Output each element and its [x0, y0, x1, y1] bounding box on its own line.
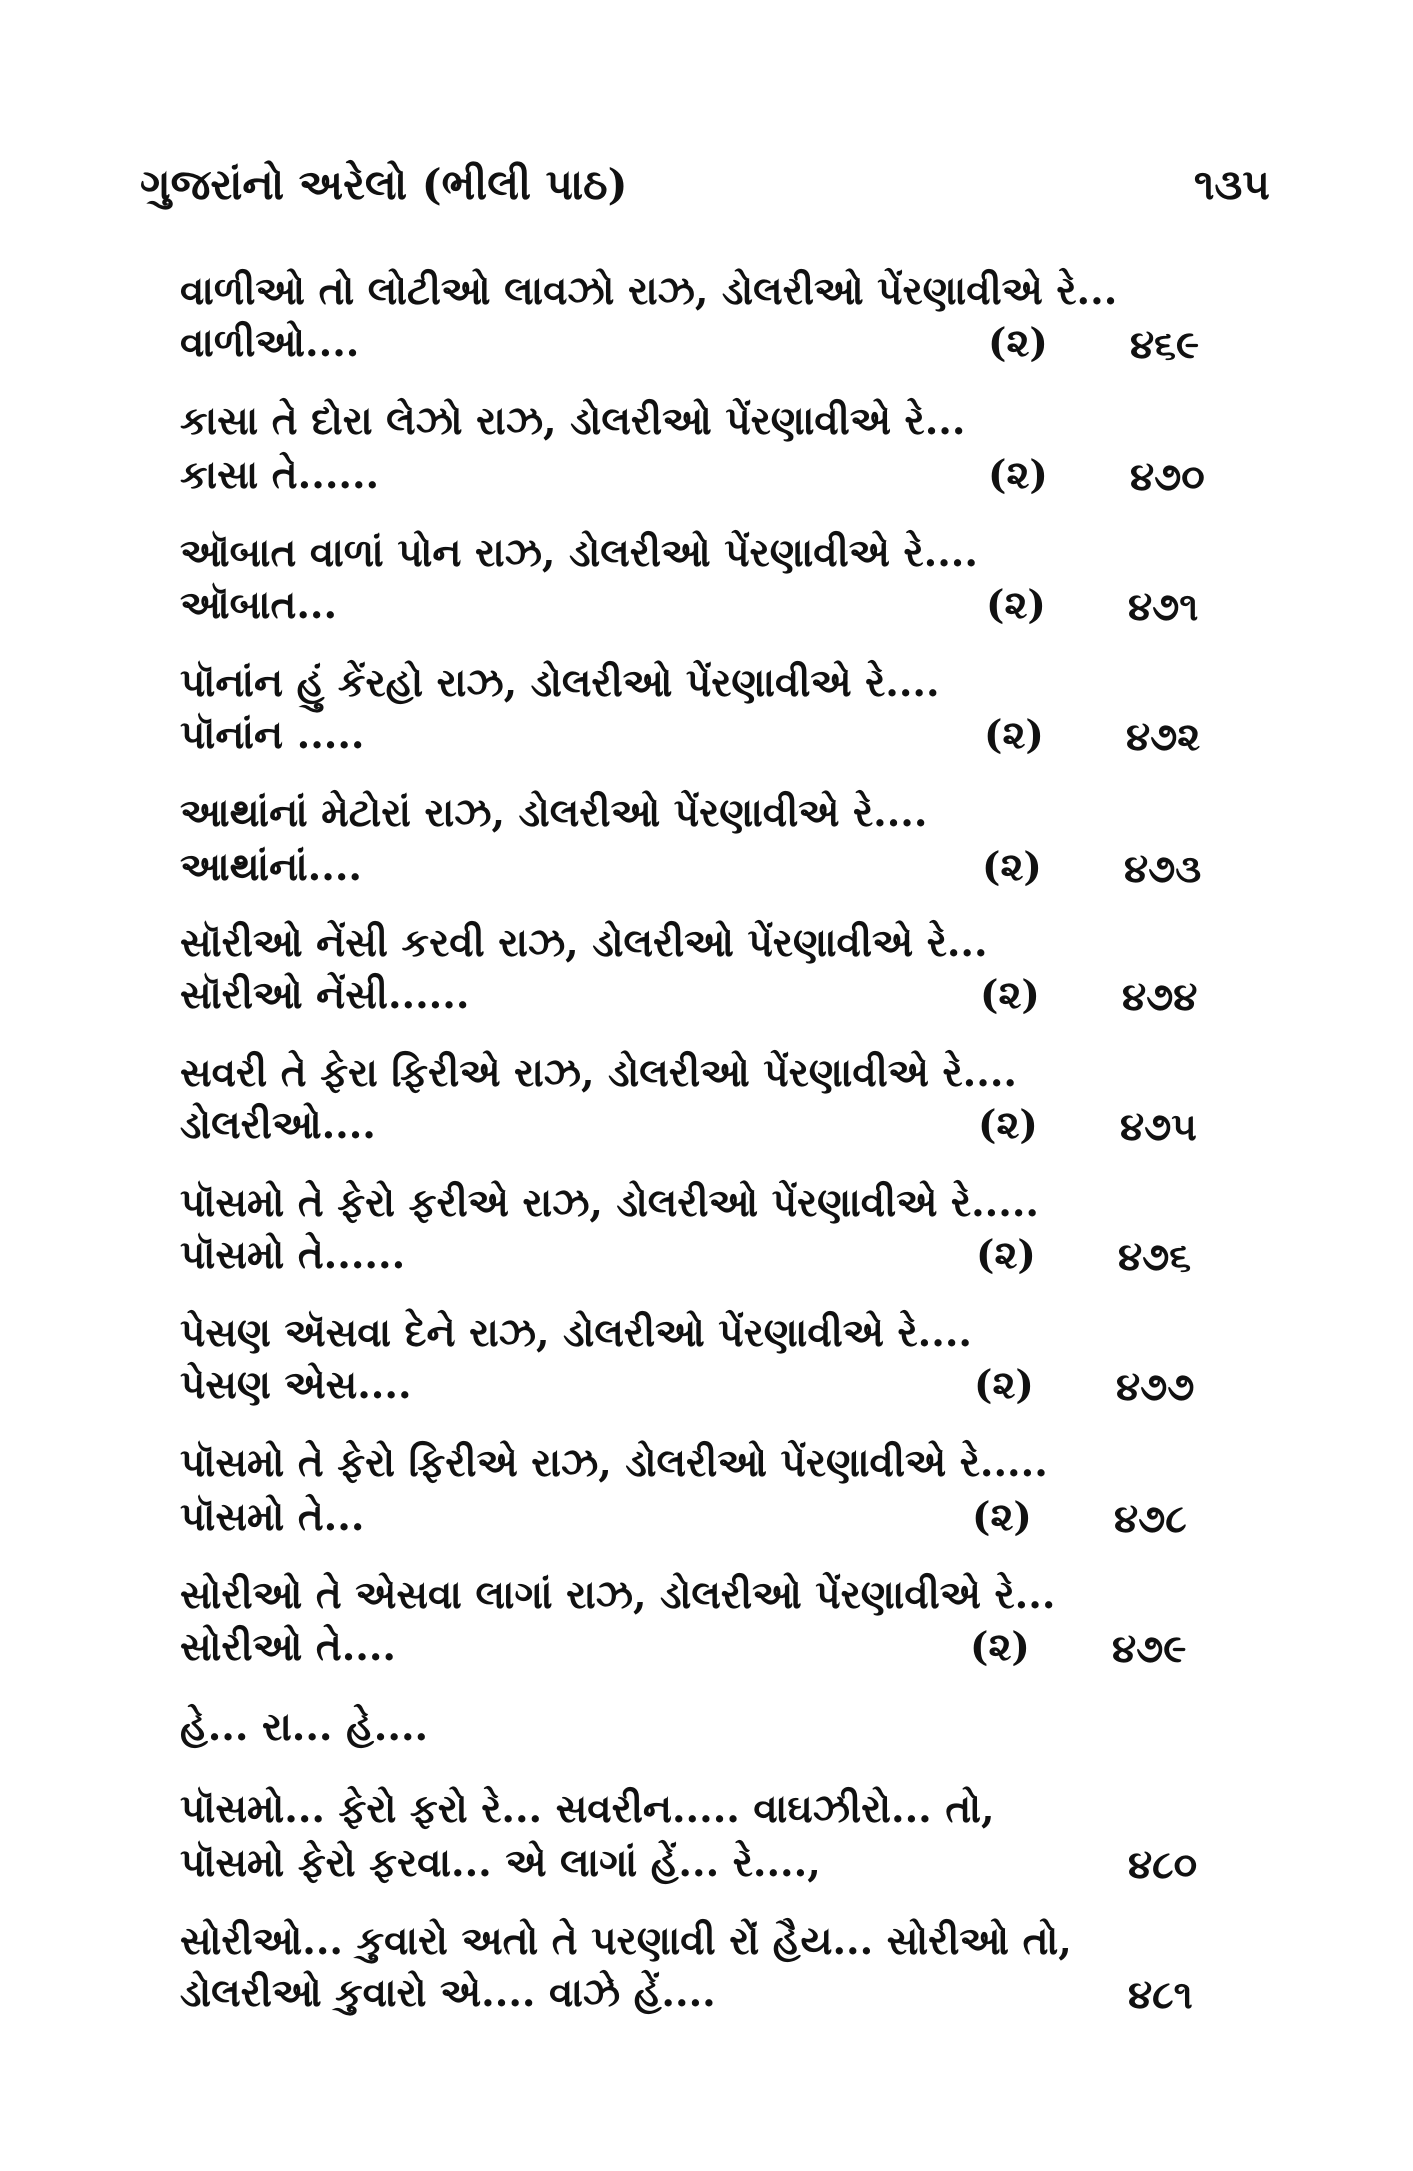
chapter-title: ગુજરાંનો અરેલો (ભીલી પાઠ) — [140, 160, 628, 209]
verse-line: સોરીઓ તે એસવા લાગાં રાઝ, ડોલરીઓ પેંરણાવીએ રે... — [180, 1572, 1056, 1618]
verse-number: ૪૭૯ — [1112, 1626, 1187, 1672]
verse-number: ૪૮૧ — [1128, 1972, 1193, 2018]
repeat-marker: (૨) — [982, 844, 1042, 890]
verse-number: ૪૭૭ — [1116, 1364, 1195, 1410]
verse-refrain-line: પેસણ એસ.... — [180, 1362, 412, 1408]
verse-refrain-line: ઑબાત... — [180, 582, 338, 628]
repeat-marker: (૨) — [988, 452, 1048, 498]
repeat-marker: (૨) — [984, 712, 1044, 758]
verse-line: ડોલરીઓ કુવારો એ.... વાઝે હેં.... — [180, 1970, 716, 2016]
repeat-marker: (૨) — [974, 1362, 1034, 1408]
verse-number: ૪૮૦ — [1128, 1842, 1198, 1888]
running-header — [140, 160, 1270, 220]
verse-number: ૪૭૦ — [1130, 454, 1205, 500]
verse-number: ૪૭૮ — [1114, 1496, 1187, 1542]
verse-line: ઑબાત વાળાં પોન રાઝ, ડોલરીઓ પેંરણાવીએ રે.... — [180, 530, 978, 576]
verse-line: સોરીઓ... કુવારો અતો તે પરણાવી રોં હૈય... સોરીઓ તો, — [180, 1918, 1072, 1964]
verse-refrain-line: સૉરીઓ નેંસી...... — [180, 972, 470, 1018]
verse-line: પૉસમો ફેરો ફરવા... એ લાગાં હેં... રે...., — [180, 1840, 821, 1886]
verse-line: પેસણ ઍસવા દેને રાઝ, ડોલરીઓ પેંરણાવીએ રે.... — [180, 1310, 972, 1356]
verse-refrain-line: પૉસમો તે... — [180, 1494, 365, 1540]
verse-line: કાસા તે દોરા લેઝો રાઝ, ડોલરીઓ પેંરણાવીએ રે... — [180, 398, 966, 444]
verse-number: ૪૭૧ — [1128, 584, 1199, 630]
repeat-marker: (૨) — [988, 320, 1048, 366]
verse-line: સવરી તે ફેરા ફિરીએ રાઝ, ડોલરીઓ પેંરણાવીએ રે.... — [180, 1050, 1017, 1096]
verse-refrain-line: સોરીઓ તે.... — [180, 1624, 397, 1670]
verse-refrain-line: કાસા તે...... — [180, 452, 380, 498]
verse-number: ૪૭૨ — [1126, 714, 1201, 760]
repeat-marker: (૨) — [972, 1494, 1032, 1540]
verse-line: વાળીઓ તો લોટીઓ લાવઝો રાઝ, ડોલરીઓ પેંરણાવીએ રે... — [180, 268, 1118, 314]
repeat-marker: (૨) — [970, 1624, 1030, 1670]
repeat-marker: (૨) — [978, 1102, 1038, 1148]
verse-line: આથાંનાં મેટોરાં રાઝ, ડોલરીઓ પેંરણાવીએ રે.... — [180, 790, 928, 836]
repeat-marker: (૨) — [980, 972, 1040, 1018]
verse-line: પૉસમો તે ફેરો ફરીએ રાઝ, ડોલરીઓ પેંરણાવીએ રે..... — [180, 1180, 1039, 1226]
verse-refrain-line: આથાંનાં.... — [180, 844, 362, 890]
verse-number: ૪૭૩ — [1124, 846, 1202, 892]
repeat-marker: (૨) — [976, 1232, 1036, 1278]
verse-number: ૪૬૯ — [1130, 322, 1200, 368]
verse-refrain-line: ડોલરીઓ.... — [180, 1102, 376, 1148]
verse-refrain-line: વાળીઓ.... — [180, 320, 360, 366]
verse-refrain-line: પૉનાંન ..... — [180, 712, 365, 758]
verse-line: પૉસમો તે ફેરો ફિરીએ રાઝ, ડોલરીઓ પેંરણાવીએ રે..... — [180, 1440, 1048, 1486]
verse-number: ૪૭૬ — [1118, 1234, 1192, 1280]
verse-line: સૉરીઓ નેંસી કરવી રાઝ, ડોલરીઓ પેંરણાવીએ રે... — [180, 920, 988, 966]
verse-line: પૉનાંન હું કેંરહો રાઝ, ડોલરીઓ પેંરણાવીએ રે.... — [180, 660, 940, 706]
verse-number: ૪૭૫ — [1120, 1104, 1197, 1150]
verse-number: ૪૭૪ — [1122, 974, 1198, 1020]
verse-refrain-line: પૉસમો તે...... — [180, 1232, 406, 1278]
refrain-line: હે... રા... હે.... — [180, 1704, 429, 1750]
page-number: ૧૩૫ — [1193, 160, 1270, 209]
verse-line: પૉસમો... ફેરો ફરો રે... સવરીન..... વાઘઝીરો... તો, — [180, 1786, 995, 1832]
repeat-marker: (૨) — [986, 582, 1046, 628]
